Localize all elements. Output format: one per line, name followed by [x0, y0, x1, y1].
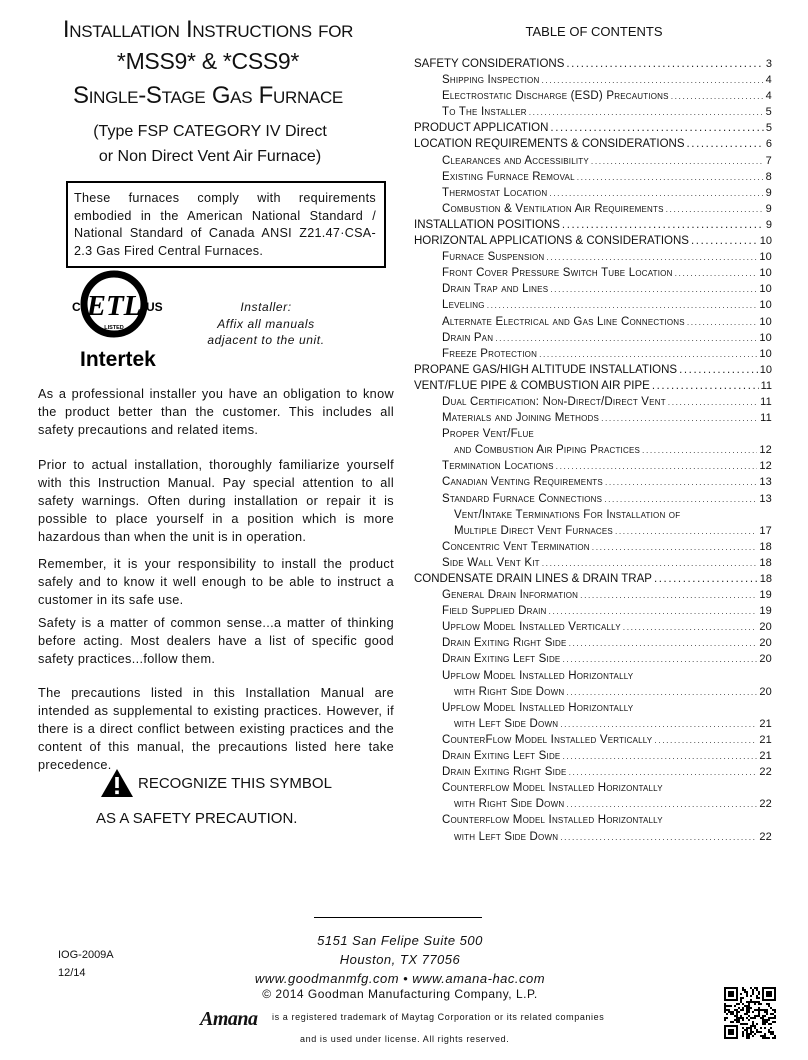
toc-entry-page: 3 — [765, 58, 772, 70]
toc-entry[interactable] — [414, 442, 772, 458]
toc-entry[interactable] — [414, 104, 772, 120]
toc-entry[interactable] — [414, 716, 772, 732]
subtitle — [60, 119, 360, 169]
toc-dot-leader — [569, 635, 758, 651]
toc-entry-title: Drain Exiting Left Side — [442, 653, 561, 666]
toc-dot-leader — [560, 829, 757, 845]
toc-entry-page: 4 — [765, 74, 772, 87]
toc-dot-leader — [601, 410, 758, 426]
etl-us-text: US — [146, 300, 163, 314]
toc-dot-leader — [549, 185, 763, 201]
toc-entry[interactable] — [414, 780, 772, 796]
toc-entry-title: Drain Exiting Right Side — [442, 637, 567, 650]
toc-dot-leader — [560, 716, 757, 732]
toc-entry[interactable] — [414, 796, 772, 812]
toc-entry-title: Clearances and Accessibility — [442, 154, 589, 167]
toc-dot-leader — [687, 314, 758, 330]
toc-entry-page: 10 — [759, 235, 772, 248]
toc-entry-page: 10 — [759, 315, 772, 328]
toc-entry-title: Upflow Model Installed Horizontally — [442, 701, 634, 714]
toc-dot-leader — [592, 539, 758, 555]
toc-entry-title: Side Wall Vent Kit — [442, 556, 540, 569]
toc-entry[interactable] — [414, 668, 772, 684]
toc-dot-leader — [550, 281, 757, 297]
safety-symbol-line-1: RECOGNIZE THIS SYMBOL — [138, 774, 332, 792]
license-notice: and is used under license. All rights reserved. — [300, 1034, 510, 1044]
toc-entry-page: 17 — [759, 524, 772, 537]
installer-note — [196, 299, 336, 349]
toc-entry-page: 18 — [759, 573, 772, 585]
title-line-3: Single-Stage Gas Furnace — [73, 82, 343, 109]
toc-entry[interactable] — [414, 153, 772, 169]
toc-entry-page: 9 — [765, 218, 772, 231]
toc-entry-page: 13 — [759, 492, 772, 505]
toc-dot-leader — [566, 684, 757, 700]
toc-dot-leader — [675, 265, 758, 281]
toc-entry-title: Proper Vent/Flue — [442, 428, 534, 441]
toc-entry[interactable] — [414, 120, 772, 136]
toc-entry-title: Existing Furnace Removal — [442, 170, 575, 183]
toc-dot-leader — [577, 169, 764, 185]
toc-entry-title: INSTALLATION POSITIONS — [414, 218, 560, 231]
toc-dot-leader — [580, 587, 757, 603]
toc-entry-title: Materials and Joining Methods — [442, 412, 600, 425]
toc-entry-title: General Drain Information — [442, 589, 579, 602]
toc-entry-page: 20 — [759, 653, 772, 666]
toc-entry[interactable] — [414, 169, 772, 185]
toc-entry[interactable] — [414, 88, 772, 104]
toc-entry-page: 9 — [765, 202, 772, 215]
paragraph-familiarize: Prior to actual installation, thoroughly familiarize yourself with this Instruction Manual. Pay special attention to all safety warnings. Often during installation or repair it is possible to place yourself in a position which is more hazardous than when the unit is in operation. — [38, 458, 394, 544]
etl-mark: ETL — [86, 290, 142, 322]
toc-dot-leader — [549, 603, 758, 619]
installer-note-line-3: adjacent to the unit. — [207, 333, 325, 347]
toc-entry-title: Canadian Venting Requirements — [442, 476, 603, 489]
compliance-box: These furnaces comply with requirements embodied in the American National Standard / National Standard of Canada ANSI Z21.47·CSA-2.3 Gas Fired Central Furnaces. — [66, 181, 386, 268]
toc-entry[interactable] — [414, 555, 772, 571]
toc-entry-page: 11 — [760, 395, 772, 408]
toc-entry[interactable] — [414, 684, 772, 700]
toc-entry-page: 20 — [759, 637, 772, 650]
etl-listed-logo — [62, 266, 192, 376]
toc-entry[interactable] — [414, 635, 772, 651]
toc-dot-leader — [546, 249, 757, 265]
toc-entry-title: Drain Exiting Right Side — [442, 766, 567, 779]
toc-entry-page: 12 — [759, 444, 772, 457]
toc-entry-page: 21 — [759, 750, 772, 763]
toc-entry[interactable] — [414, 507, 772, 523]
toc-entry-title: Standard Furnace Connections — [442, 492, 603, 505]
toc-entry[interactable] — [414, 651, 772, 667]
toc-entry[interactable] — [414, 314, 772, 330]
toc-entry-page: 22 — [759, 766, 772, 779]
table-of-contents — [414, 56, 772, 845]
address-line-2: Houston, TX 77056 — [339, 952, 461, 967]
toc-entry[interactable] — [414, 362, 772, 378]
toc-entry-title: SAFETY CONSIDERATIONS — [414, 58, 565, 70]
toc-dot-leader — [605, 474, 757, 490]
toc-entry-title: with Right Side Down — [454, 685, 565, 698]
toc-entry[interactable] — [414, 764, 772, 780]
amana-logo: Amana — [200, 1008, 258, 1030]
toc-entry-title: PROPANE GAS/HIGH ALTITUDE INSTALLATIONS — [414, 363, 678, 376]
toc-entry-title: Upflow Model Installed Horizontally — [442, 669, 634, 682]
toc-entry[interactable] — [414, 587, 772, 603]
toc-dot-leader — [542, 555, 758, 571]
address-line-1: 5151 San Felipe Suite 500 — [317, 933, 483, 948]
toc-entry[interactable] — [414, 281, 772, 297]
toc-entry[interactable] — [414, 136, 772, 152]
intertek-wordmark: Intertek — [80, 348, 156, 371]
etl-listed-text: LISTED — [104, 325, 124, 331]
toc-entry[interactable] — [414, 249, 772, 265]
toc-dot-leader — [604, 491, 757, 507]
toc-entry-page: 10 — [759, 347, 772, 360]
toc-entry-title: Upflow Model Installed Vertically — [442, 621, 621, 634]
trademark-notice: is a registered trademark of Maytag Corporation or its related companies — [272, 1012, 605, 1022]
toc-entry[interactable] — [414, 378, 772, 394]
warning-triangle-icon — [100, 768, 134, 798]
installer-note-line-2: Affix all manuals — [217, 316, 315, 331]
toc-entry-page: 10 — [759, 331, 772, 344]
toc-entry-title: Counterflow Model Installed Horizontally — [442, 814, 663, 827]
toc-entry-page: 10 — [759, 363, 772, 376]
toc-entry[interactable] — [414, 812, 772, 828]
paragraph-obligation: As a professional installer you have an obligation to know the product better than the customer. This includes all safety precautions and related items. — [38, 387, 394, 437]
toc-entry-title: To The Installer — [442, 106, 527, 119]
toc-dot-leader — [687, 136, 764, 152]
toc-entry-page: 22 — [759, 798, 772, 811]
toc-entry[interactable] — [414, 410, 772, 426]
toc-entry-title: CounterFlow Model Installed Vertically — [442, 733, 653, 746]
toc-entry-page: 20 — [759, 685, 772, 698]
title-line-1: Installation Instructions for — [62, 16, 354, 43]
toc-entry-page: 21 — [759, 717, 772, 730]
toc-dot-leader — [541, 72, 763, 88]
toc-entry-title: Thermostat Location — [442, 186, 548, 199]
toc-entry-title: Drain Pan — [442, 331, 494, 344]
toc-entry-page: 10 — [759, 283, 772, 296]
toc-dot-leader — [495, 330, 757, 346]
toc-dot-leader — [562, 217, 764, 233]
toc-entry-page: 8 — [765, 170, 772, 183]
toc-entry[interactable] — [414, 56, 772, 72]
toc-entry-page: 13 — [759, 476, 772, 489]
document-number: IOG-2009A — [58, 949, 114, 961]
title-line-2: *MSS9* & *CSS9* — [116, 48, 300, 74]
toc-entry-title: with Left Side Down — [454, 830, 559, 843]
toc-entry[interactable] — [414, 619, 772, 635]
toc-entry[interactable] — [414, 732, 772, 748]
toc-entry-page: 4 — [765, 90, 772, 103]
toc-entry-page: 6 — [765, 138, 772, 151]
toc-entry-title: Shipping Inspection — [442, 74, 540, 87]
toc-entry-title: Drain Exiting Left Side — [442, 750, 561, 763]
toc-entry-page: 11 — [760, 412, 772, 425]
toc-entry[interactable] — [414, 330, 772, 346]
toc-entry-page: 10 — [759, 251, 772, 264]
toc-dot-leader — [623, 619, 758, 635]
toc-entry-title: with Left Side Down — [454, 717, 559, 730]
toc-entry-title: VENT/FLUE PIPE & COMBUSTION AIR PIPE — [414, 379, 650, 392]
toc-dot-leader — [652, 378, 759, 394]
toc-heading: TABLE OF CONTENTS — [525, 24, 663, 39]
document-number-block — [58, 946, 114, 982]
toc-entry-page: 5 — [765, 106, 772, 119]
toc-entry[interactable] — [414, 491, 772, 507]
toc-entry-page: 19 — [759, 605, 772, 618]
toc-dot-leader — [566, 56, 763, 72]
safety-symbol-block — [96, 768, 336, 827]
toc-entry-title: Counterflow Model Installed Horizontally — [442, 782, 663, 795]
toc-entry[interactable] — [414, 539, 772, 555]
toc-entry-title: HORIZONTAL APPLICATIONS & CONSIDERATIONS — [414, 235, 689, 248]
toc-entry[interactable] — [414, 829, 772, 845]
toc-entry-title: Freeze Protection — [442, 347, 538, 360]
toc-entry-page: 21 — [759, 733, 772, 746]
toc-dot-leader — [556, 458, 758, 474]
toc-entry-title: Combustion & Ventilation Air Requirements — [442, 202, 664, 215]
toc-entry-title: Alternate Electrical and Gas Line Connections — [442, 315, 685, 328]
toc-entry[interactable] — [414, 201, 772, 217]
installer-note-line-1: Installer: — [240, 300, 292, 314]
toc-entry-title: Front Cover Pressure Switch Tube Location — [442, 267, 673, 280]
toc-entry-title: LOCATION REQUIREMENTS & CONSIDERATIONS — [414, 138, 685, 151]
toc-entry-page: 20 — [759, 621, 772, 634]
toc-entry-page: 22 — [759, 830, 772, 843]
safety-symbol-line-2: AS A SAFETY PRECAUTION. — [96, 810, 298, 827]
toc-entry-title: Field Supplied Drain — [442, 605, 547, 618]
toc-entry[interactable] — [414, 297, 772, 313]
toc-dot-leader — [654, 571, 758, 587]
toc-entry[interactable] — [414, 474, 772, 490]
toc-entry-title: Termination Locations — [442, 460, 554, 473]
toc-dot-leader — [654, 732, 757, 748]
toc-dot-leader — [566, 796, 757, 812]
address-block — [240, 931, 560, 988]
toc-entry-title: Concentric Vent Termination — [442, 540, 590, 553]
toc-entry[interactable] — [414, 217, 772, 233]
toc-dot-leader — [615, 523, 757, 539]
toc-entry[interactable] — [414, 523, 772, 539]
toc-dot-leader — [562, 748, 757, 764]
toc-entry-title: Drain Trap and Lines — [442, 283, 549, 296]
toc-entry-title: Vent/Intake Terminations For Installation of — [454, 508, 681, 521]
toc-entry-title: Electrostatic Discharge (ESD) Precautions — [442, 90, 669, 103]
toc-dot-leader — [668, 394, 758, 410]
toc-entry[interactable] — [414, 603, 772, 619]
etl-c-text: C — [72, 300, 81, 314]
toc-entry-title: Furnace Suspension — [442, 251, 545, 264]
toc-entry-page: 9 — [765, 186, 772, 199]
toc-dot-leader — [550, 120, 763, 136]
websites[interactable]: www.goodmanmfg.com • www.amana-hac.com — [254, 971, 546, 986]
toc-entry[interactable] — [414, 394, 772, 410]
document-date: 12/14 — [58, 967, 86, 979]
toc-entry-page: 18 — [759, 540, 772, 553]
toc-dot-leader — [562, 651, 757, 667]
toc-entry-page: 10 — [759, 299, 772, 312]
toc-entry[interactable] — [414, 72, 772, 88]
toc-dot-leader — [487, 297, 758, 313]
toc-entry-page: 10 — [759, 267, 772, 280]
toc-entry-title: Leveling — [442, 299, 485, 312]
toc-dot-leader — [679, 362, 758, 378]
footer-divider — [314, 917, 482, 918]
toc-entry[interactable] — [414, 571, 772, 587]
toc-entry[interactable] — [414, 233, 772, 249]
toc-dot-leader — [569, 764, 758, 780]
toc-dot-leader — [691, 233, 758, 249]
toc-dot-leader — [529, 104, 764, 120]
toc-entry-title: with Right Side Down — [454, 798, 565, 811]
toc-entry-page: 12 — [759, 460, 772, 473]
toc-dot-leader — [666, 201, 764, 217]
toc-entry[interactable] — [414, 265, 772, 281]
paragraph-common-sense: Safety is a matter of common sense...a matter of thinking before acting. Most dealers have a list of specific good safety practices...follow them. — [38, 616, 394, 666]
subtitle-line-2: or Non Direct Vent Air Furnace) — [98, 148, 322, 165]
toc-entry[interactable] — [414, 346, 772, 362]
toc-entry-title: CONDENSATE DRAIN LINES & DRAIN TRAP — [414, 573, 652, 585]
toc-entry[interactable] — [414, 700, 772, 716]
toc-entry-page: 19 — [759, 589, 772, 602]
toc-dot-leader — [591, 153, 764, 169]
toc-entry[interactable] — [414, 748, 772, 764]
toc-entry-page: 18 — [759, 556, 772, 569]
subtitle-line-1: (Type FSP CATEGORY IV Direct — [93, 123, 327, 140]
toc-entry-page: 5 — [765, 122, 772, 135]
toc-entry-title: and Combustion Air Piping Practices — [454, 444, 641, 457]
toc-dot-leader — [642, 442, 757, 458]
qr-code — [724, 987, 776, 1039]
toc-entry-title: PRODUCT APPLICATION — [414, 122, 549, 135]
toc-entry[interactable] — [414, 185, 772, 201]
toc-entry-title: Multiple Direct Vent Furnaces — [454, 524, 613, 537]
toc-dot-leader — [671, 88, 764, 104]
toc-entry[interactable] — [414, 458, 772, 474]
paragraph-precautions: The precautions listed in this Installation Manual are intended as supplemental to existing practices. However, if there is a direct conflict between existing practices and the content of this manual, the precautions listed here take precedence. — [38, 686, 394, 772]
toc-entry-page: 7 — [765, 154, 772, 167]
toc-dot-leader — [539, 346, 757, 362]
toc-entry[interactable] — [414, 426, 772, 442]
toc-entry-title: Dual Certification: Non-Direct/Direct Vent — [442, 395, 666, 408]
paragraph-responsibility: Remember, it is your responsibility to install the product safely and to know it well enough to be able to instruct a customer in its safe use. — [38, 557, 394, 607]
toc-entry-page: 11 — [760, 379, 772, 392]
copyright: © 2014 Goodman Manufacturing Company, L.P. — [262, 987, 538, 1001]
